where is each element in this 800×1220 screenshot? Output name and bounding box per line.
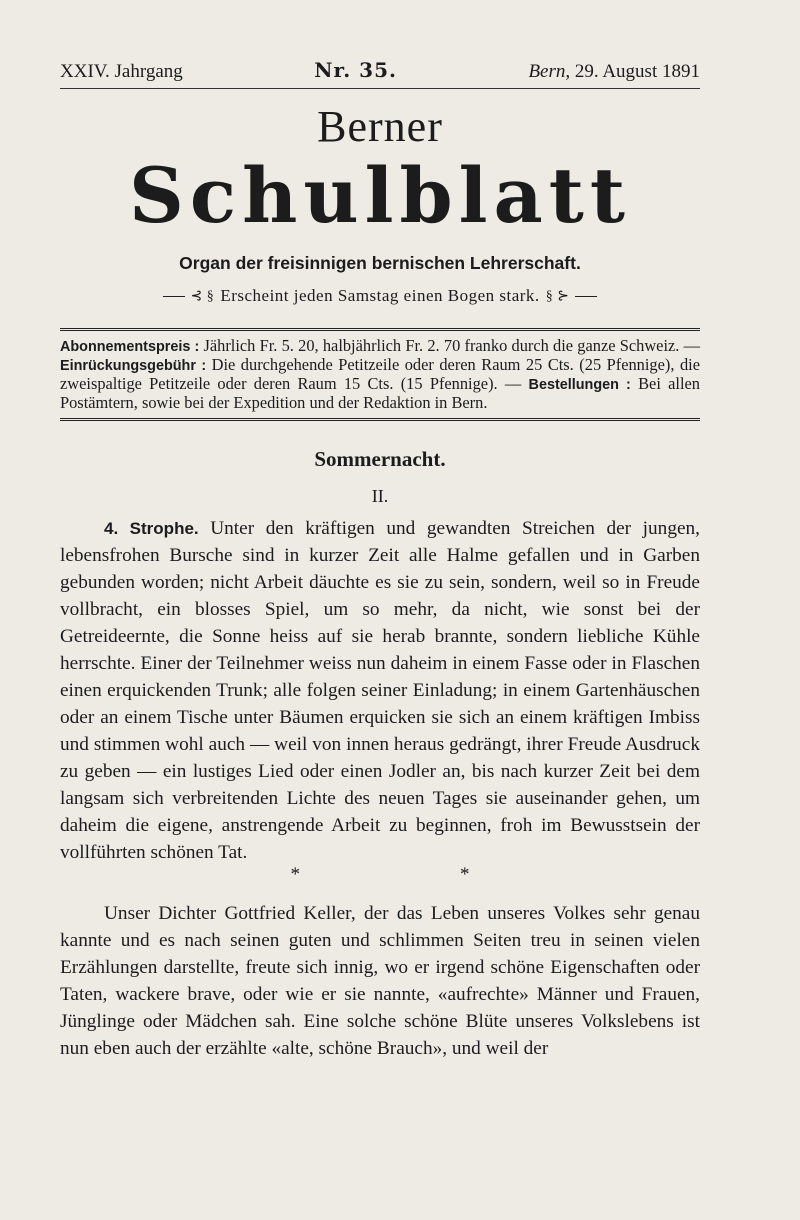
divider-rule <box>163 296 185 297</box>
subscription-info <box>60 328 700 421</box>
article-paragraph: Unser Dichter Gottfried Keller, der das Leben unseres Volkes sehr genau kannte und es nach seinen guten und schlimmen Seiten treu in seinen vielen Erzählungen darstellte, freute sich innig, wo er irgend schöne Eigenschaften oder Taten, wackere brave, oder wie er sie nannte, «aufrechte» Männer und Frauen, Jünglinge oder Mädchen sah. Eine solche schöne Blüte unseres Volkslebens ist nun eben auch der erzählte «alte, schöne Brauch», und weil der <box>60 903 700 1059</box>
masthead-title: Schulblatt <box>128 151 631 240</box>
divider-rule <box>575 296 597 297</box>
paragraph-lead: 4. Strophe. <box>104 519 199 538</box>
issue-date <box>528 61 700 83</box>
publication-schedule <box>60 286 700 306</box>
paragraph-text: Unter den kräftigen und gewandten Streichen der jungen, lebensfrohen Bursche sind in kurzer Zeit alle Halme gefallen und in Garben gebunden worden; nicht Arbeit däuchte es sie zu sein, sondern, weil so in Freude vollbracht, ein blosses Spiel, um so mehr, da nicht, wie sonst bei der Getreideernte, die Sonne heiss auf sie herab brannte, sondern liebliche Kühle herrschte. Einer der Teilnehmer weiss nun daheim in einem Fasse oder in Flaschen einen erquickenden Trunk; alle folgen seiner Einladung; in einem Gartenhäuschen oder an einem Tische unter Bäumen erquicken sie sich an einem kräftigen Imbiss und stimmen wohl auch — weil von innen heraus gedrängt, ihrer Freude Ausdruck zu geben — ein lustiges Lied oder einen Jodler an, bis nach kurzer Zeit bei dem langsam sich verbreitenden Lichte des neuen Tages sie auseinander gehen, um daheim die eigene, anstrengende Arbeit zu beginnen, froh im Bewusstsein der vollführten schönen Tat. <box>60 518 700 863</box>
issue-header <box>60 58 700 89</box>
issue-date-text: 29. August 1891 <box>574 61 700 82</box>
asterisk: * <box>460 864 470 885</box>
article-part-number: II. <box>371 486 389 506</box>
masthead-line-1: Berner <box>317 102 443 151</box>
subscription-price-text: Jährlich Fr. 5. 20, halbjährlich Fr. 2. 70 franko durch die ganze Schweiz. — <box>199 336 700 355</box>
article-paragraph <box>60 515 700 866</box>
schedule-text: Erscheint jeden Samstag einen Bogen stark. <box>220 286 540 305</box>
organ-subtitle: Organ der freisinnigen bernischen Lehrerschaft. <box>179 253 581 273</box>
section-separator <box>60 866 700 884</box>
orders-label: Bestellungen : <box>528 377 631 393</box>
orders-text: Bei allen Postämtern, sowie bei der Expedition und der Redaktion in Bern. <box>60 374 700 412</box>
newspaper-page <box>60 58 700 1062</box>
article-title: Sommernacht. <box>314 447 446 471</box>
issue-place: Bern, <box>528 61 571 82</box>
issue-number: Nr. 35. <box>314 58 397 82</box>
advertising-fee-label: Einrückungsgebühr : <box>60 358 207 374</box>
advertising-fee-text: Die durchgehende Petitzeile oder deren Raum 25 Cts. (25 Pfennige), die zweispaltige Petitzeile oder deren Raum 15 Cts. (15 Pfennige). — <box>60 355 700 393</box>
volume-label: XXIV. Jahrgang <box>60 61 183 82</box>
ornament-left-icon: ⊰ § <box>190 288 215 304</box>
subscription-price-label: Abonnementspreis : <box>60 339 200 355</box>
ornament-right-icon: § ⊱ <box>545 288 570 304</box>
asterisk: * <box>290 864 300 885</box>
